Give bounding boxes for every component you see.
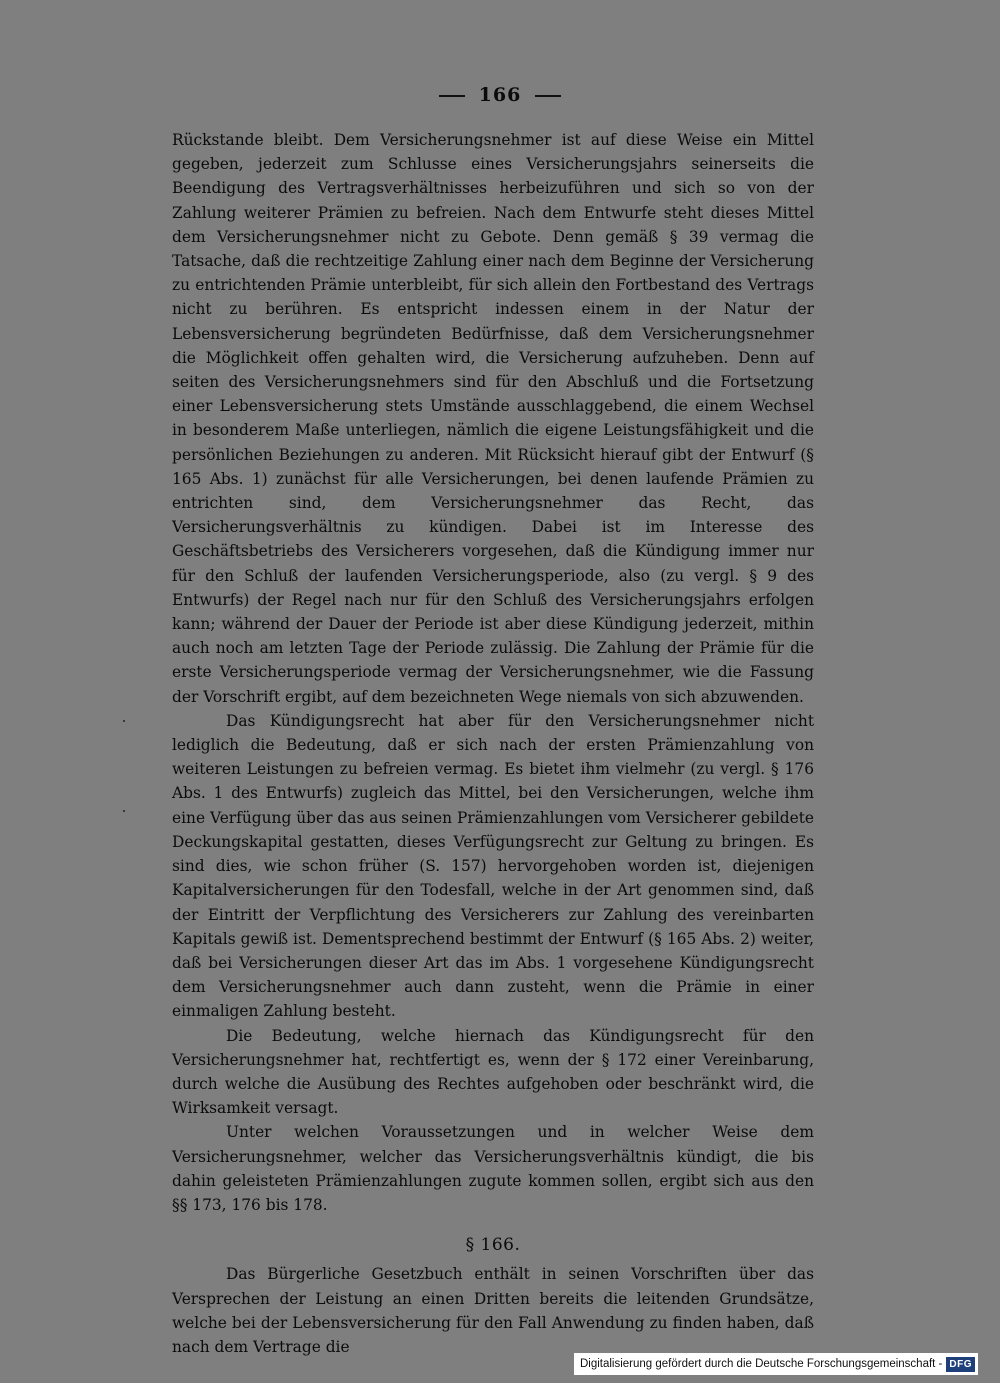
scan-speck <box>123 720 125 722</box>
paragraph: Das Kündigungsrecht hat aber für den Versicherungsnehmer nicht lediglich die Bedeutung, daß er sich nach der ersten Prämienzahlung von weiteren Leistungen zu befreien vermag. Es bietet ihm vielmehr (zu vergl. § 176 Abs. 1 des Entwurfs) zugleich das Mittel, bei den Versicherungen, welche ihm eine Verfügung über das aus seinen Prämienzahlungen vom Versicherer gebildete Deckungskapital gestatten, dieses Verfügungsrecht zur Geltung zu bringen. Es sind dies, wie schon früher (S. 157) hervorgehoben worden ist, diejenigen Kapitalversicherungen für den Todesfall, welche in der Art genommen sind, daß der Eintritt der Verpflichtung des Versicherers zur Zahlung des vereinbarten Kapitals gewiß ist. Dementsprechend bestimmt der Entwurf (§ 165 Abs. 2) weiter, daß bei Versicherungen dieser Art das im Abs. 1 vorgesehene Kündigungsrecht dem Versicherungsnehmer auch dann zusteht, wenn die Prämie in einer einmaligen Zahlung besteht. <box>172 711 814 1021</box>
dfg-logo: DFG <box>946 1357 975 1372</box>
scan-speck <box>123 810 125 812</box>
page-header <box>0 84 1000 106</box>
credit-text: Digitalisierung gefördert durch die Deutsche Forschungsgemeinschaft - <box>579 1358 943 1370</box>
header-dash-right <box>535 95 561 97</box>
header-dash-left <box>439 95 465 97</box>
paragraph: Das Bürgerliche Gesetzbuch enthält in seinen Vorschriften über das Versprechen der Leistung an einen Dritten bereits die leitenden Grundsätze, welche bei der Lebensversicherung für den Fall Anwendung zu finden haben, daß nach dem Vertrage die <box>172 1265 814 1356</box>
page-number: 166 <box>478 84 522 106</box>
digitization-credit <box>574 1353 978 1375</box>
paragraph: Die Bedeutung, welche hiernach das Kündigungsrecht für den Versicherungsnehmer hat, rechtfertigt es, wenn der § 172 einer Vereinbarung, durch welche die Ausübung des Rechtes aufgehoben oder beschränkt wird, die Wirksamkeit versagt. <box>172 1026 814 1118</box>
text-body <box>172 128 814 1359</box>
paragraph: Rückstande bleibt. Dem Versicherungsnehmer ist auf diese Weise ein Mittel gegeben, jederzeit zum Schlusse eines Versicherungsjahrs seinerseits die Beendigung des Vertragsverhältnisses herbeizuführen und sich so von der Zahlung weiterer Prämien zu befreien. Nach dem Entwurfe steht dieses Mittel dem Versicherungsnehmer nicht zu Gebote. Denn gemäß § 39 vermag die Tatsache, daß die rechtzeitige Zahlung einer nach dem Beginne der Versicherung zu entrichtenden Prämie unterbleibt, für sich allein den Fortbestand des Vertrags nicht zu berühren. Es entspricht indessen einem in der Natur der Lebensversicherung begründeten Bedürfnisse, daß dem Versicherungsnehmer die Möglichkeit offen gehalten wird, die Versicherung aufzuheben. Denn auf seiten des Versicherungsnehmers sind für den Abschluß und die Fortsetzung einer Lebensversicherung stets Umstände ausschlaggebend, die einem Wechsel in besonderem Maße unterliegen, nämlich die eigene Leistungsfähigkeit und die persönlichen Beziehungen zu anderen. Mit Rücksicht hierauf gibt der Entwurf (§ 165 Abs. 1) zunächst für alle Versicherungen, bei denen laufende Prämien zu entrichten sind, dem Versicherungsnehmer das Recht, das Versicherungsverhältnis zu kündigen. Dabei ist im Interesse des Geschäftsbetriebs des Versicherers vorgesehen, daß die Kündigung immer nur für den Schluß der laufenden Versicherungsperiode, also (zu vergl. § 9 des Entwurfs) der Regel nach nur für den Schluß des Versicherungsjahrs erfolgen kann; während der Dauer der Periode ist aber diese Kündigung jederzeit, mithin auch noch am letzten Tage der Periode zulässig. Die Zahlung der Prämie für die erste Versicherungsperiode vermag der Versicherungsnehmer, wie die Fassung der Vorschrift ergibt, auf dem bezeichneten Wege niemals von sich abzuwenden. <box>172 131 814 706</box>
paragraph: Unter welchen Voraussetzungen und in welcher Weise dem Versicherungsnehmer, welcher das Versicherungsverhältnis kündigt, die bis dahin geleisteten Prämienzahlungen zugute kommen sollen, ergibt sich aus den §§ 173, 176 bis 178. <box>172 1123 814 1214</box>
section-heading: § 166. <box>465 1235 521 1256</box>
